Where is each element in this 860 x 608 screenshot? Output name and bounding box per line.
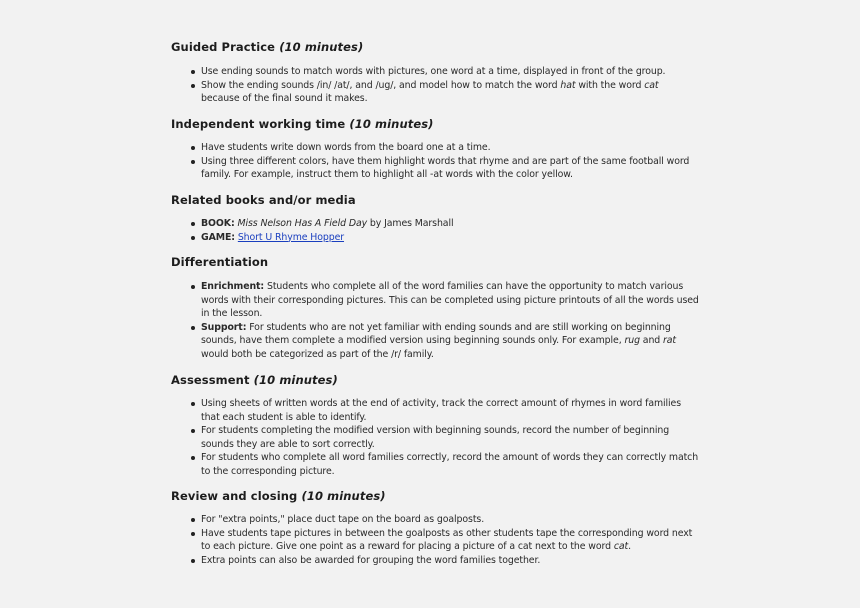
bullet-list [171, 397, 701, 478]
bullet-list [171, 65, 701, 106]
heading-text: Independent working time [171, 117, 346, 131]
italic-word: rat [663, 335, 677, 346]
section-heading [171, 40, 701, 54]
game-label: GAME: [201, 231, 235, 243]
list-item-enrichment [171, 280, 701, 321]
section-review-closing [171, 489, 701, 567]
list-item-game [171, 231, 701, 245]
text-run: Students who complete all of the word families can have the opportunity to match various words with their corresponding pictures. This can be completed using picture printouts of all the words used in the lesson. [201, 281, 699, 319]
list-item: For "extra points," place duct tape on the board as goalposts. [171, 513, 701, 527]
heading-text: Assessment [171, 373, 250, 387]
heading-duration: (10 minutes) [279, 40, 364, 54]
list-item [171, 79, 701, 106]
text-run: . [628, 541, 631, 552]
section-heading [171, 489, 701, 503]
heading-text: Differentiation [171, 255, 269, 269]
section-heading [171, 117, 701, 131]
text-run: would both be categorized as part of the /r/ family. [201, 348, 434, 360]
text-run: with the word [575, 79, 645, 91]
list-item: Extra points can also be awarded for grouping the word families together. [171, 554, 701, 568]
text-run: For students who are not yet familiar with ending sounds and are still working on beginning sounds, have them complete a modified version using beginning sounds only. For example, [201, 321, 671, 346]
section-differentiation [171, 255, 701, 361]
italic-word: hat [560, 79, 576, 91]
section-independent-working [171, 117, 701, 182]
italic-word: cat [613, 541, 629, 552]
game-link[interactable]: Short U Rhyme Hopper [237, 231, 345, 243]
list-item-support [171, 321, 701, 362]
section-heading [171, 193, 701, 207]
text-run: Have students tape pictures in between the goalposts as other students tape the corresponding word next to each picture. Give one point as a reward for placing a picture of a cat next to the word [201, 527, 693, 552]
heading-duration: (10 minutes) [253, 373, 338, 387]
section-guided-practice [171, 40, 701, 106]
heading-text: Review and closing [171, 489, 298, 503]
bullet-list [171, 280, 701, 361]
list-item [171, 527, 701, 554]
book-author: by James Marshall [367, 218, 454, 229]
bullet-list [171, 513, 701, 567]
italic-word: rug [624, 335, 640, 346]
section-heading [171, 373, 701, 387]
bullet-list [171, 141, 701, 182]
list-item: Use ending sounds to match words with pictures, one word at a time, displayed in front of the group. [171, 65, 701, 79]
list-item: Using three different colors, have them highlight words that rhyme and are part of the same football word family. For example, instruct them to highlight all -at words with the color yellow. [171, 155, 701, 182]
list-item: For students who complete all word families correctly, record the amount of words they can correctly match to the corresponding picture. [171, 451, 701, 478]
heading-text: Guided Practice [171, 40, 276, 54]
book-title: Miss Nelson Has A Field Day [237, 218, 368, 229]
text-run: because of the final sound it makes. [201, 93, 368, 104]
list-item: Using sheets of written words at the end of activity, track the correct amount of rhymes in word families that each student is able to identify. [171, 397, 701, 424]
heading-duration: (10 minutes) [349, 117, 434, 131]
text-run: and [639, 335, 664, 346]
heading-duration: (10 minutes) [301, 489, 386, 503]
text-run: Show the ending sounds /in/ /at/, and /ug/, and model how to match the word [201, 79, 561, 91]
section-heading [171, 255, 701, 269]
list-item: Have students write down words from the board one at a time. [171, 141, 701, 155]
bullet-list [171, 217, 701, 244]
list-item: For students completing the modified version with beginning sounds, record the number of beginning sounds they are able to sort correctly. [171, 424, 701, 451]
list-item-book [171, 217, 701, 231]
book-label: BOOK: [201, 218, 235, 229]
section-assessment [171, 373, 701, 478]
italic-word: cat [644, 79, 659, 91]
enrichment-label: Enrichment: [201, 281, 265, 292]
heading-text: Related books and/or media [171, 193, 356, 207]
section-related-media [171, 193, 701, 244]
support-label: Support: [201, 321, 247, 333]
